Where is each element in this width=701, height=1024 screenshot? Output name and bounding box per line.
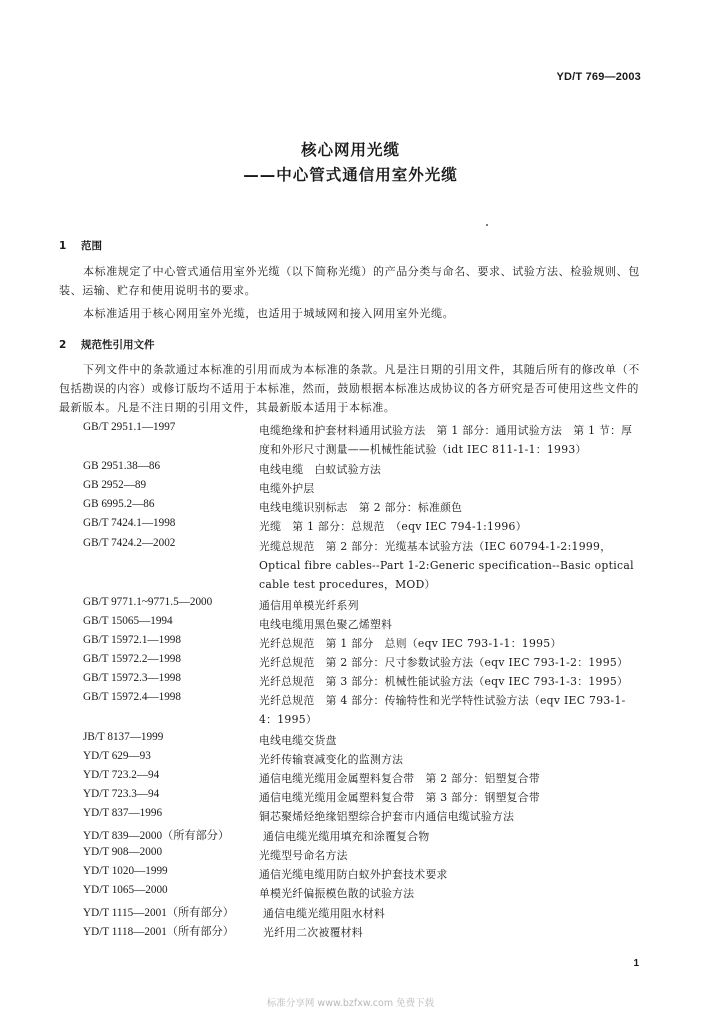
reference-title: 电线电缆用黑色聚乙烯塑料: [259, 618, 393, 631]
reference-title: 电缆外护层: [259, 482, 315, 495]
reference-code: YD/T 1065—2000: [83, 884, 168, 896]
reference-code: JB/T 8137—1999: [83, 731, 164, 743]
reference-title: 电缆绝缘和护套材料通用试验方法 第 1 部分：通用试验方法 第 1 节：厚度和外形尺寸测量——机械性能试验（idt IEC 811-1-1：1993）: [259, 424, 633, 456]
section-1-paragraph-2: 本标准适用于核心网用室外光缆，也适用于城域网和接入网用室外光缆。: [83, 307, 455, 320]
reference-title: 光缆型号命名方法: [259, 849, 348, 862]
reference-title: 电线电缆 白蚁试验方法: [259, 463, 382, 476]
footer-watermark: 标准分享网 www.bzfxw.com 免费下载: [266, 998, 435, 1009]
reference-code: GB/T 7424.1—1998: [83, 517, 176, 529]
section-2-paragraph-1: 下列文件中的条款通过本标准的引用而成为本标准的条款。凡是注日期的引用文件，其随后所有的修改单（不包括勘误的内容）或修订版均不适用于本标准，然而，鼓励根据本标准达成协议的各方研究是否可使用这些文件的最新版本。凡是不注日期的引用文件，其最新版本适用于本标准。: [59, 363, 640, 414]
reference-title: 光纤总规范 第 4 部分：传输特性和光学特性试验方法（eqv IEC 793-1-4：1995）: [259, 694, 626, 726]
section-number: 1: [59, 240, 67, 252]
reference-code: GB/T 7424.2—2002: [83, 537, 176, 549]
reference-code: YD/T 629—93: [83, 750, 151, 762]
reference-code: GB/T 15972.3—1998: [83, 672, 181, 684]
reference-title: 光纤总规范 第 2 部分：尺寸参数试验方法（eqv IEC 793-1-2：1995）: [259, 656, 629, 669]
reference-code: GB 2951.38—86: [83, 460, 161, 472]
reference-code: YD/T 1020—1999: [83, 865, 168, 877]
reference-code: YD/T 1118—2001（所有部分）: [83, 926, 234, 938]
reference-title: 光纤传输衰减变化的监测方法: [259, 753, 404, 766]
reference-code: GB 6995.2—86: [83, 498, 155, 510]
reference-code: GB/T 15972.4—1998: [83, 691, 181, 703]
reference-title: 通信用单模光纤系列: [259, 599, 359, 612]
reference-title: 通信电缆光缆用阻水材料: [263, 907, 386, 920]
reference-title: 光纤总规范 第 1 部分 总则（eqv IEC 793-1-1：1995）: [259, 637, 562, 650]
reference-code: GB/T 9771.1~9771.5—2000: [83, 596, 213, 608]
scan-speck: [486, 224, 488, 226]
reference-code: GB/T 15972.2—1998: [83, 653, 181, 665]
reference-title: 光纤总规范 第 3 部分：机械性能试验方法（eqv IEC 793-1-3：1995）: [259, 675, 629, 688]
reference-title: 通信电缆光缆用金属塑料复合带 第 2 部分：铝塑复合带: [259, 772, 540, 785]
reference-code: YD/T 723.2—94: [83, 769, 160, 781]
reference-title: 铜芯聚烯烃绝缘铝塑综合护套市内通信电缆试验方法: [259, 810, 515, 823]
section-title: 范围: [81, 240, 102, 252]
reference-title: 通信电缆光缆用填充和涂覆复合物: [263, 830, 430, 843]
reference-code: GB/T 2951.1—1997: [83, 421, 176, 433]
reference-code: GB/T 15972.1—1998: [83, 634, 181, 646]
page-number: 1: [633, 958, 639, 969]
section-title: 规范性引用文件: [81, 339, 155, 351]
document-title: 核心网用光缆: [300, 141, 400, 159]
reference-code: YD/T 723.3—94: [83, 788, 160, 800]
reference-title: 光缆总规范 第 2 部分：光缆基本试验方法（IEC 60794-1-2:1999，Optical fibre cables--Part 1-2:Generic specification--Basic optical cable test procedures，MOD）: [259, 540, 634, 591]
reference-title: 电线电缆交货盘: [259, 734, 337, 747]
reference-title: 光缆 第 1 部分：总规范 （eqv IEC 794-1:1996）: [259, 520, 527, 533]
reference-title: 通信光缆电缆用防白蚁外护套技术要求: [259, 868, 448, 881]
reference-code: YD/T 908—2000: [83, 846, 163, 858]
section-1-paragraph-1: 本标准规定了中心管式通信用室外光缆（以下简称光缆）的产品分类与命名、要求、试验方法、检验规则、包装、运输、贮存和使用说明书的要求。: [59, 265, 640, 297]
reference-code: YD/T 1115—2001（所有部分）: [83, 907, 234, 919]
standard-code: YD/T 769—2003: [556, 71, 641, 83]
reference-title: 通信电缆光缆用金属塑料复合带 第 3 部分：钢塑复合带: [259, 791, 540, 804]
reference-code: YD/T 839—2000（所有部分）: [83, 830, 230, 842]
reference-code: YD/T 837—1996: [83, 807, 163, 819]
section-2-heading: [59, 337, 155, 352]
section-number: 2: [59, 339, 67, 351]
reference-code: GB 2952—89: [83, 479, 147, 491]
reference-title: 单模光纤偏振模色散的试验方法: [259, 887, 415, 900]
reference-title: 光纤用二次被覆材料: [263, 926, 363, 939]
reference-code: GB/T 15065—1994: [83, 615, 173, 627]
section-1-heading: [59, 238, 102, 253]
reference-title: 电线电缆识别标志 第 2 部分：标准颜色: [259, 501, 463, 514]
document-subtitle: ——中心管式通信用室外光缆: [243, 166, 458, 184]
